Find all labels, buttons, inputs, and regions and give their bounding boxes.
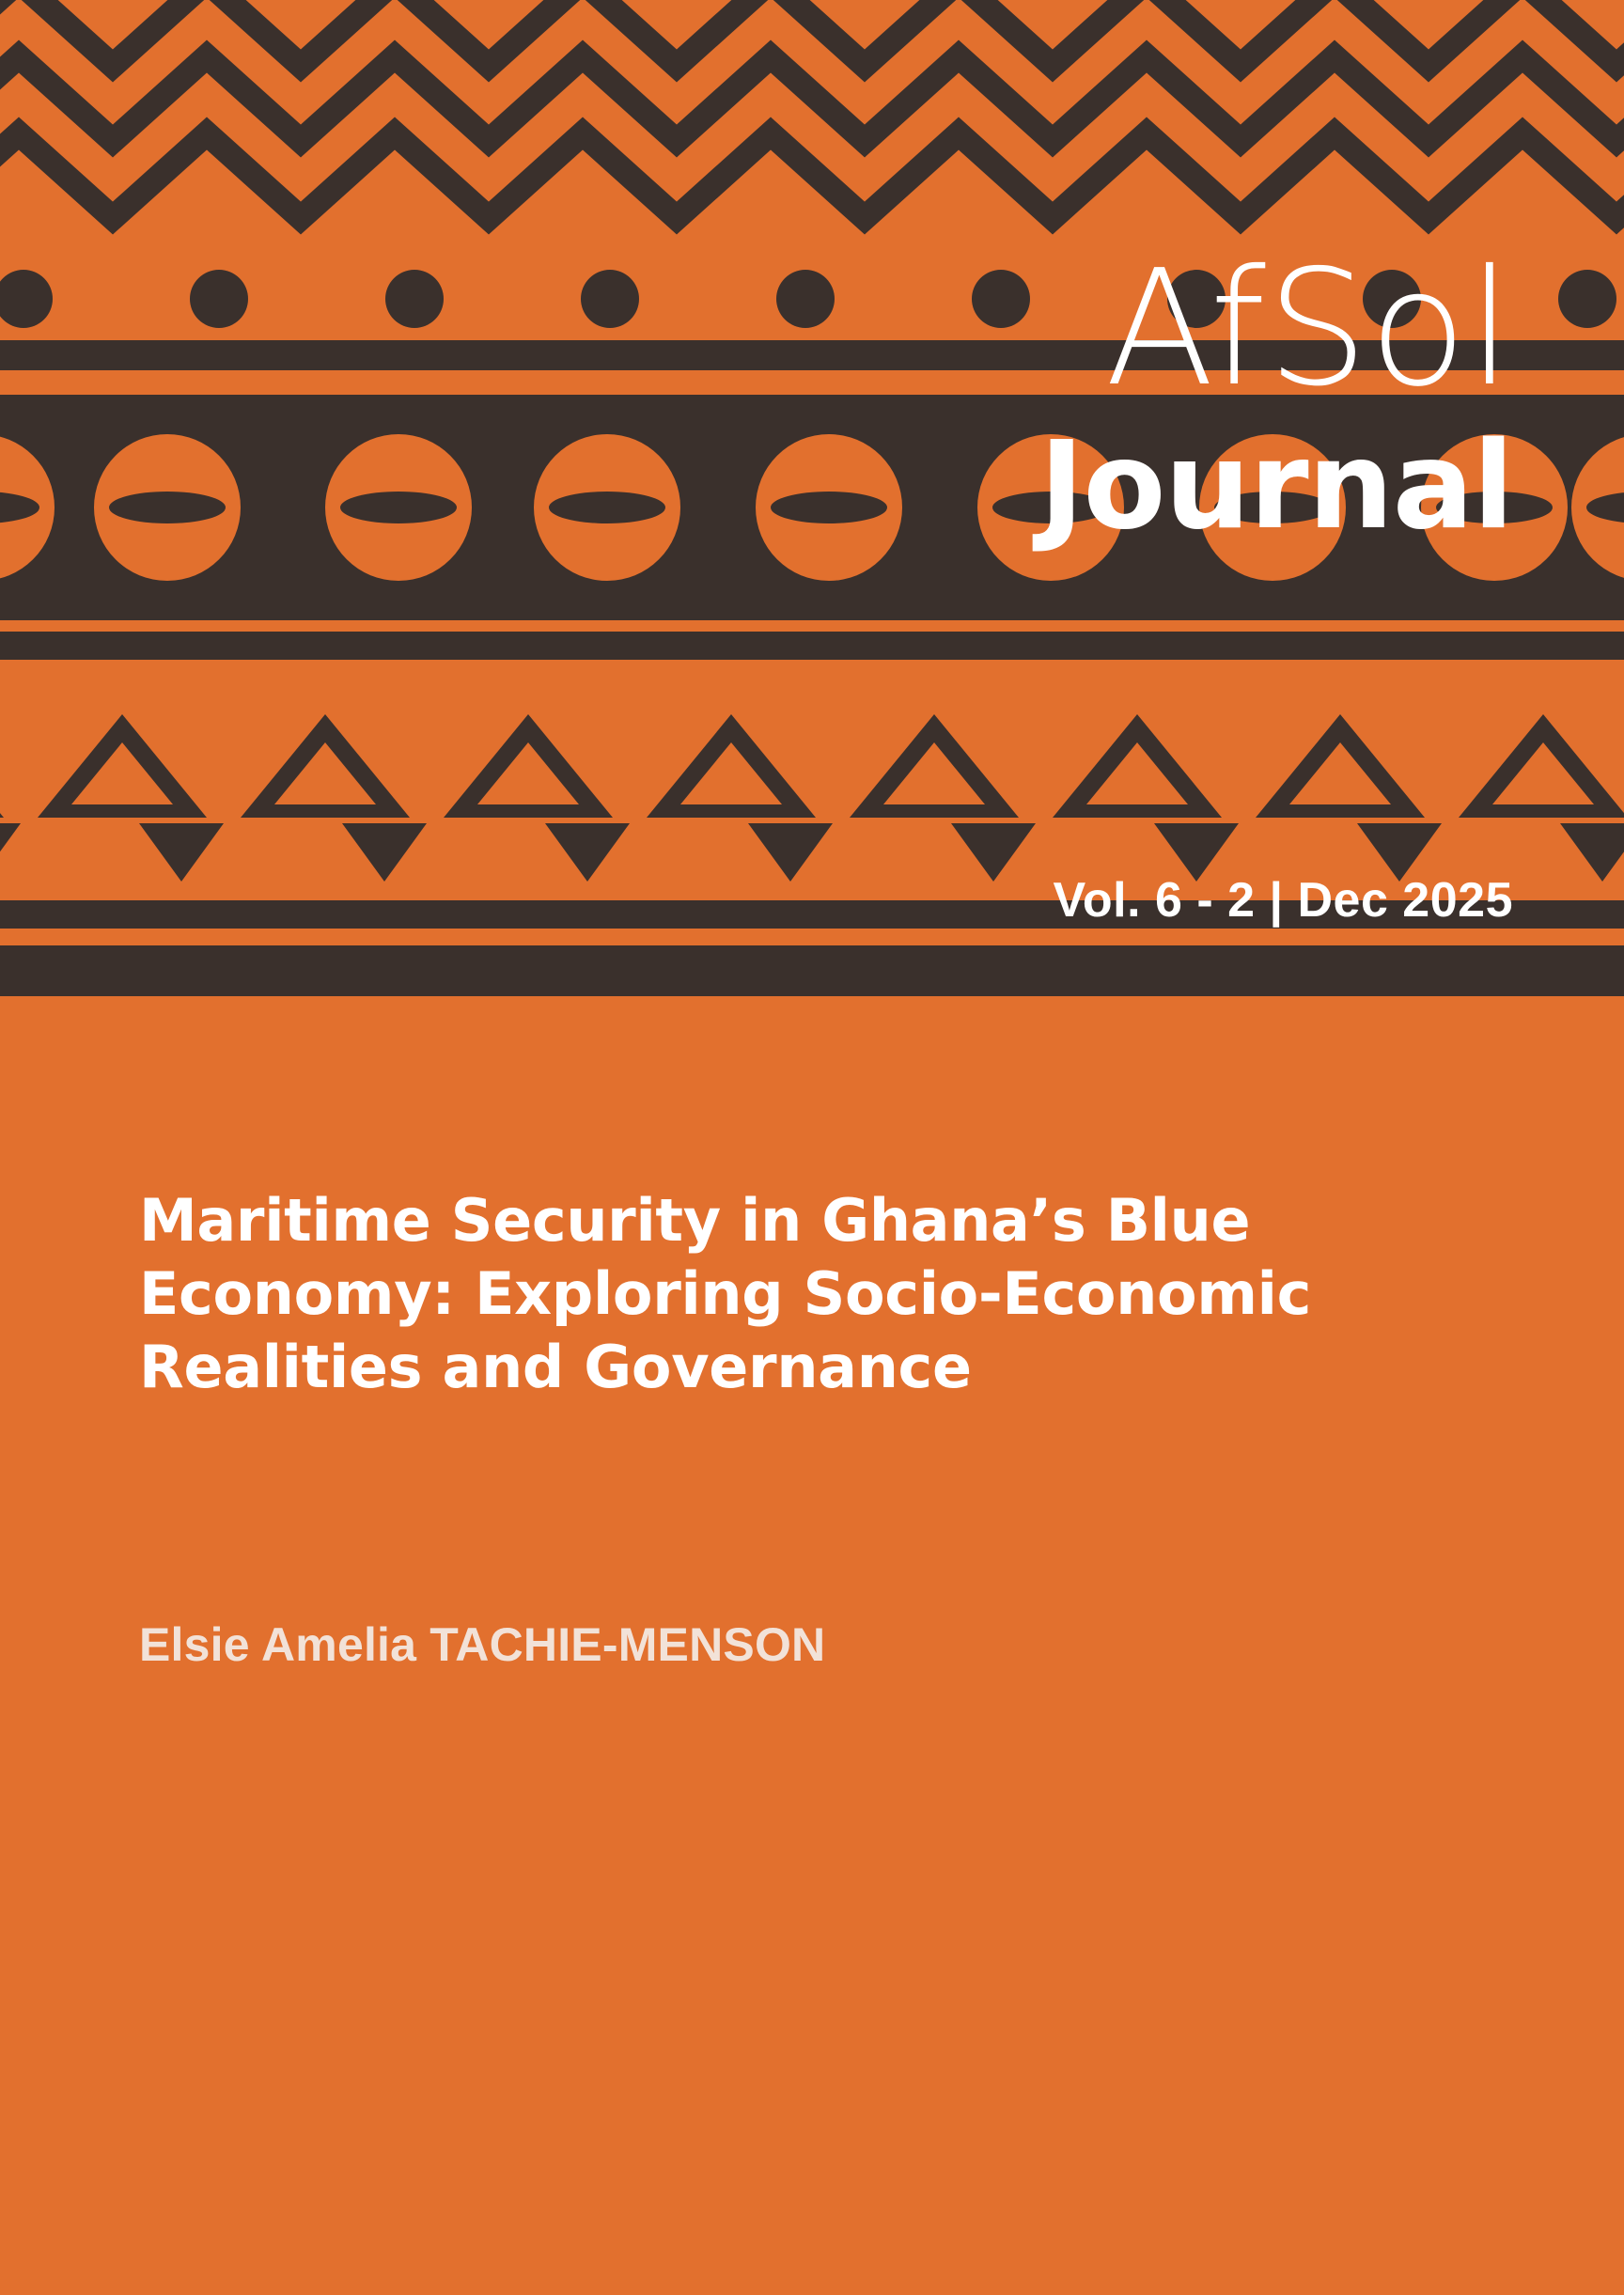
article-author: Elsie Amelia TACHIE-MENSON — [139, 1618, 826, 1671]
journal-name-journal: Journal — [1038, 415, 1513, 556]
cover-body — [0, 996, 1624, 2295]
issue-volume-date: Vol. 6 - 2 | Dec 2025 — [1053, 873, 1513, 928]
journal-name-afsol: AfSol — [1104, 236, 1513, 422]
masthead — [1038, 236, 1513, 556]
article-title: Maritime Security in Ghana’s Blue Economy: Exploring Socio-Economic Realities and Governance — [139, 1186, 1312, 1402]
